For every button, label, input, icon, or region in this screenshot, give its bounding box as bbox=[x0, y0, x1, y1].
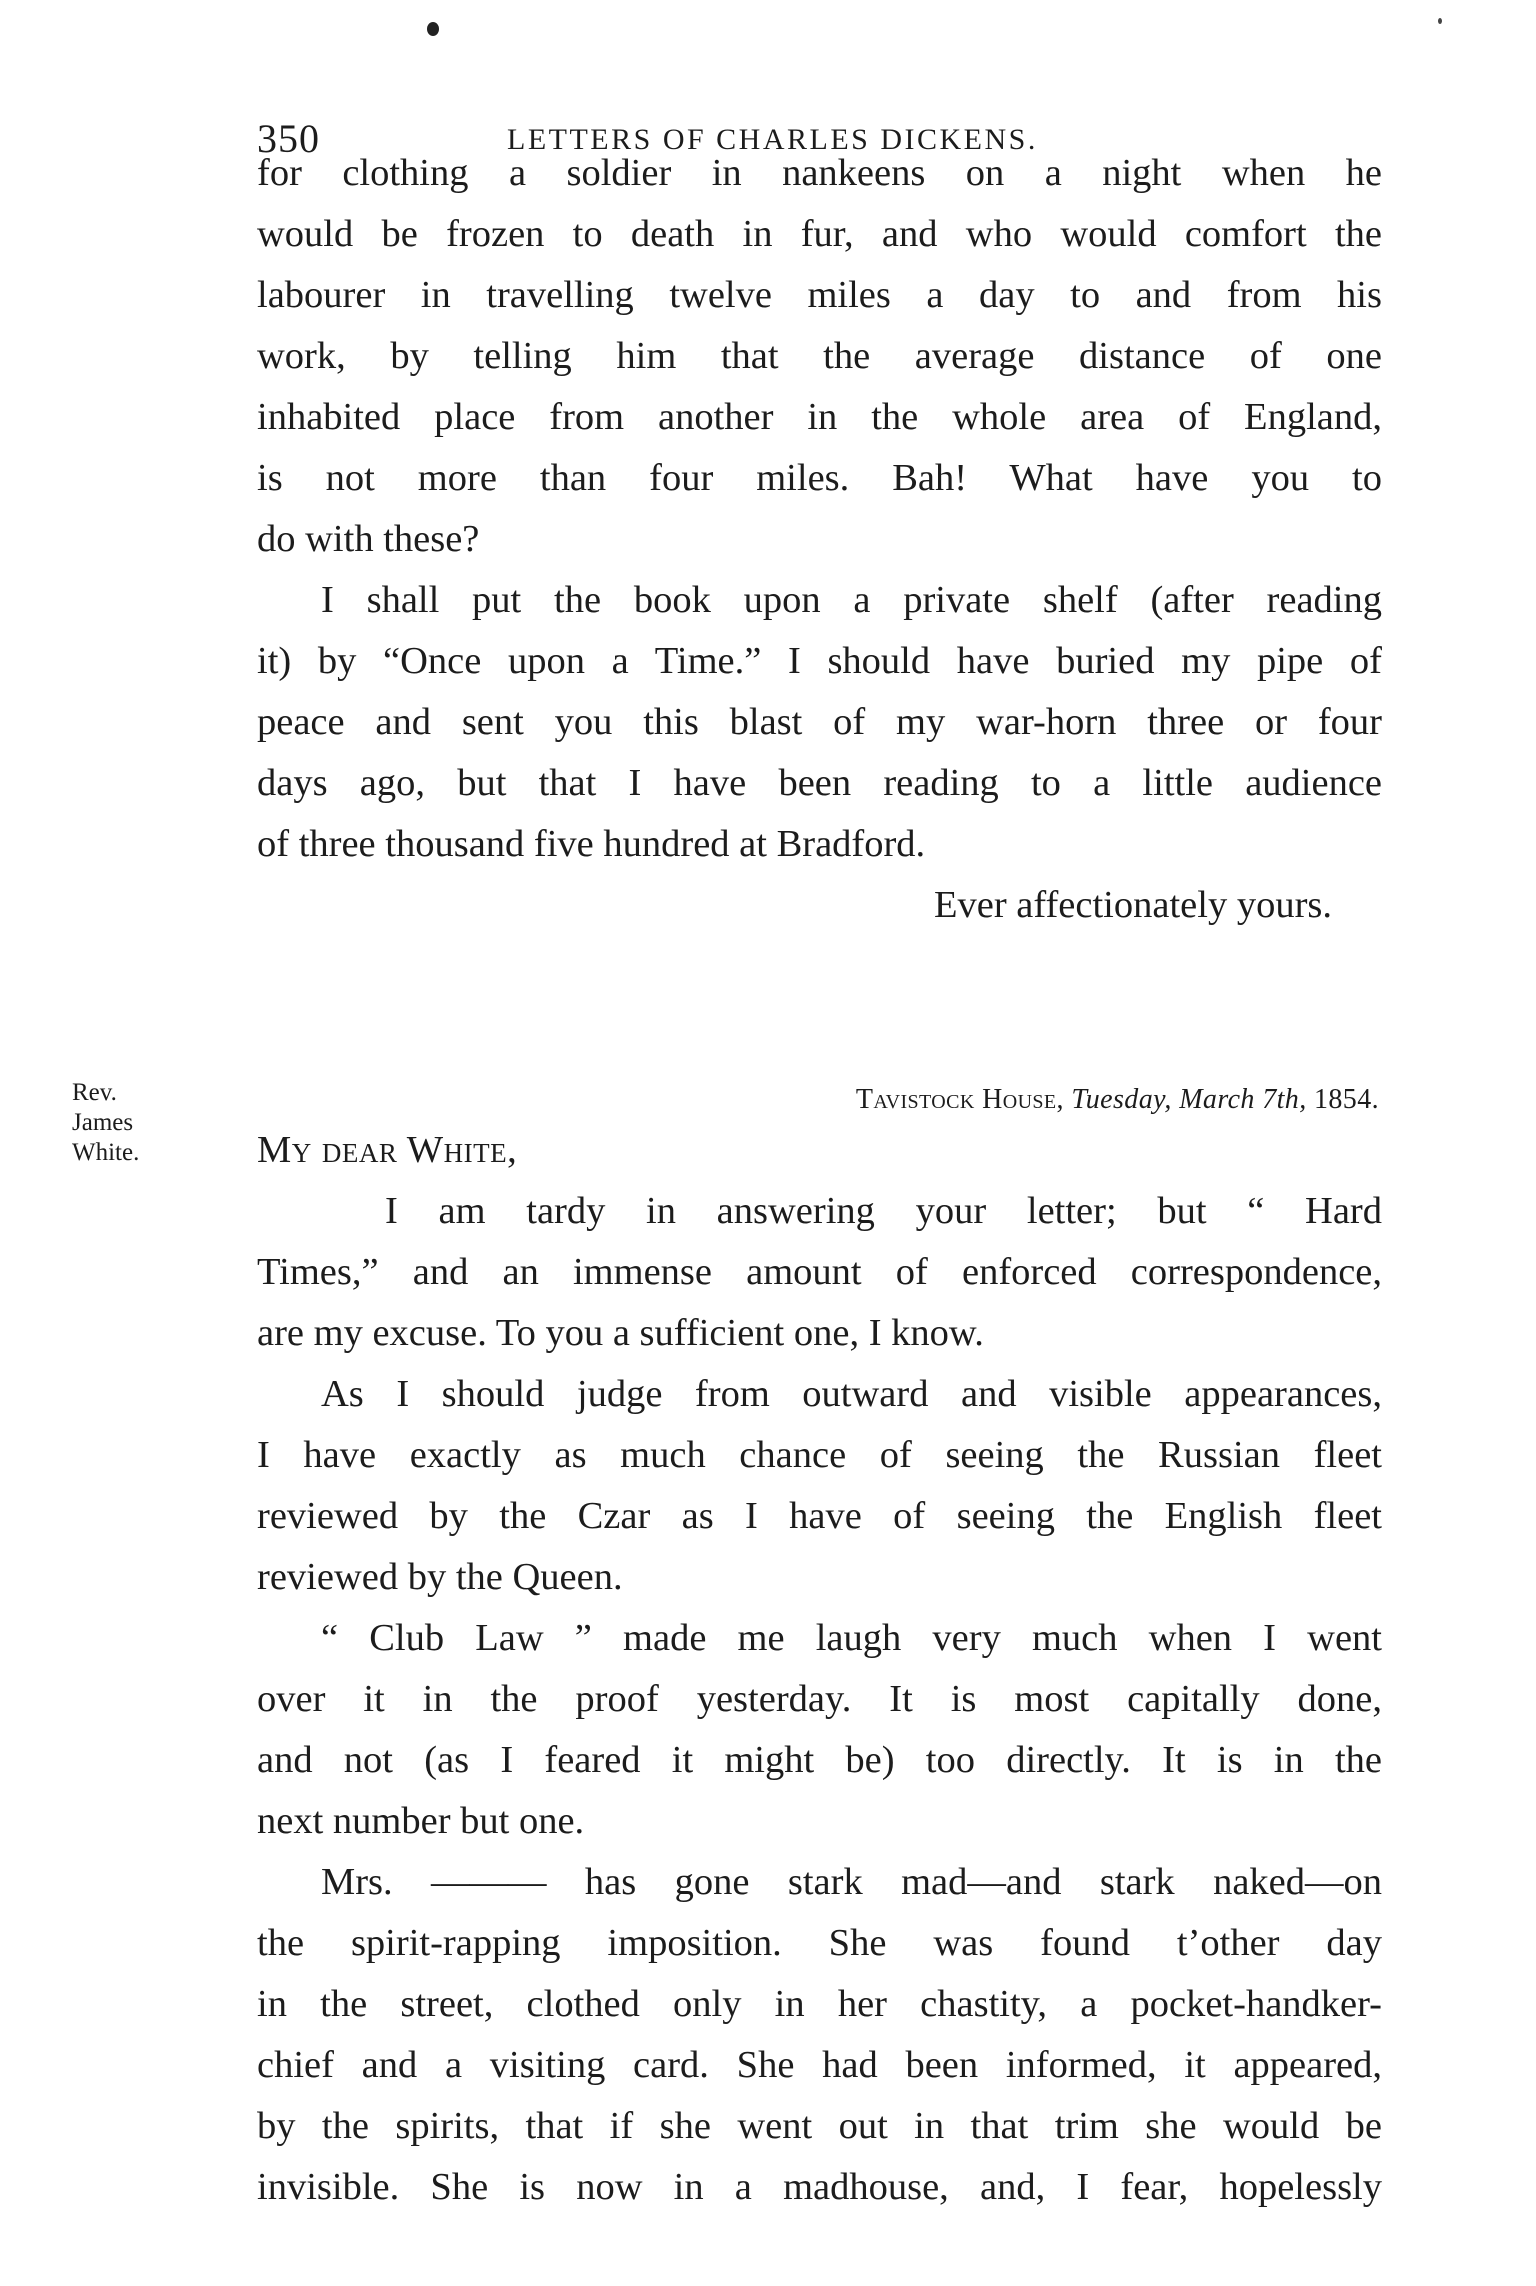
text-line: the spirit-rapping imposition. She was found t’other day bbox=[257, 1922, 1382, 1964]
closing-row bbox=[257, 875, 1382, 936]
text-line: inhabited place from another in the whole area of England, bbox=[257, 396, 1382, 438]
text-line: I shall put the book upon a private shelf (after reading bbox=[321, 579, 1382, 621]
letter-2-body bbox=[257, 1181, 1382, 2218]
text-line: invisible. She is now in a madhouse, and, I fear, hopelessly bbox=[257, 2166, 1382, 2208]
letter-closing: Ever affectionately yours. bbox=[933, 884, 1332, 926]
letter-1-body bbox=[257, 143, 1382, 936]
text-line: is not more than four miles. Bah! What have you to bbox=[257, 457, 1382, 499]
paragraph bbox=[257, 1852, 1382, 2218]
text-line: chief and a visiting card. She had been informed, it appeared, bbox=[257, 2044, 1382, 2086]
text-line: for clothing a soldier in nankeens on a night when he bbox=[257, 152, 1382, 194]
letter-salutation: My dear White, bbox=[257, 1129, 518, 1171]
text-line: work, by telling him that the average distance of one bbox=[257, 335, 1382, 377]
ink-speck bbox=[1438, 18, 1442, 24]
text-line: Times,” and an immense amount of enforced correspondence, bbox=[257, 1251, 1382, 1293]
paragraph bbox=[257, 1608, 1382, 1852]
paragraph bbox=[257, 1181, 1382, 1364]
page-number: 350 bbox=[257, 116, 320, 161]
text-line: of three thousand five hundred at Bradford. bbox=[257, 823, 926, 865]
dateline-year: 1854. bbox=[1314, 1084, 1379, 1115]
running-title: LETTERS OF CHARLES DICKENS. bbox=[507, 123, 1038, 156]
text-line: next number but one. bbox=[257, 1800, 585, 1842]
margin-note-recipient bbox=[72, 1078, 192, 1168]
text-line: I have exactly as much chance of seeing the Russian fleet bbox=[257, 1434, 1382, 1476]
text-line: are my excuse. To you a sufficient one, I know. bbox=[257, 1312, 984, 1354]
paragraph bbox=[257, 143, 1382, 570]
text-line: reviewed by the Queen. bbox=[257, 1556, 623, 1598]
dateline-date: March 7th, bbox=[1179, 1084, 1307, 1115]
letter-dateline bbox=[673, 1084, 1379, 1116]
text-line: peace and sent you this blast of my war-horn three or four bbox=[257, 701, 1382, 743]
paragraph bbox=[257, 1364, 1382, 1608]
text-line: “ Club Law ” made me laugh very much when I went bbox=[321, 1617, 1382, 1659]
text-line: in the street, clothed only in her chastity, a pocket-handker- bbox=[257, 1983, 1382, 2025]
text-line: it) by “Once upon a Time.” I should have buried my pipe of bbox=[257, 640, 1382, 682]
text-line: and not (as I feared it might be) too directly. It is in the bbox=[257, 1739, 1382, 1781]
text-line: over it in the proof yesterday. It is most capitally done, bbox=[257, 1678, 1382, 1720]
margin-note-line: Rev. bbox=[72, 1079, 117, 1106]
text-line: do with these? bbox=[257, 518, 480, 560]
text-line: by the spirits, that if she went out in that trim she would be bbox=[257, 2105, 1382, 2147]
text-line: labourer in travelling twelve miles a day to and from his bbox=[257, 274, 1382, 316]
paragraph bbox=[257, 570, 1382, 875]
margin-note-line: James bbox=[72, 1109, 134, 1136]
dateline-day: Tuesday, bbox=[1071, 1084, 1172, 1115]
text-line: reviewed by the Czar as I have of seeing the English fleet bbox=[257, 1495, 1382, 1537]
margin-note-line: White. bbox=[72, 1139, 140, 1166]
text-line: would be frozen to death in fur, and who would comfort the bbox=[257, 213, 1382, 255]
text-line: Mrs. ——— has gone stark mad—and stark naked—on bbox=[321, 1861, 1382, 1903]
ink-speck bbox=[427, 22, 439, 36]
text-line: days ago, but that I have been reading to a little audience bbox=[257, 762, 1382, 804]
text-line: I am tardy in answering your letter; but “ Hard bbox=[385, 1190, 1382, 1232]
dateline-place: Tavistock House, bbox=[855, 1084, 1064, 1115]
text-line: As I should judge from outward and visible appearances, bbox=[321, 1373, 1382, 1415]
